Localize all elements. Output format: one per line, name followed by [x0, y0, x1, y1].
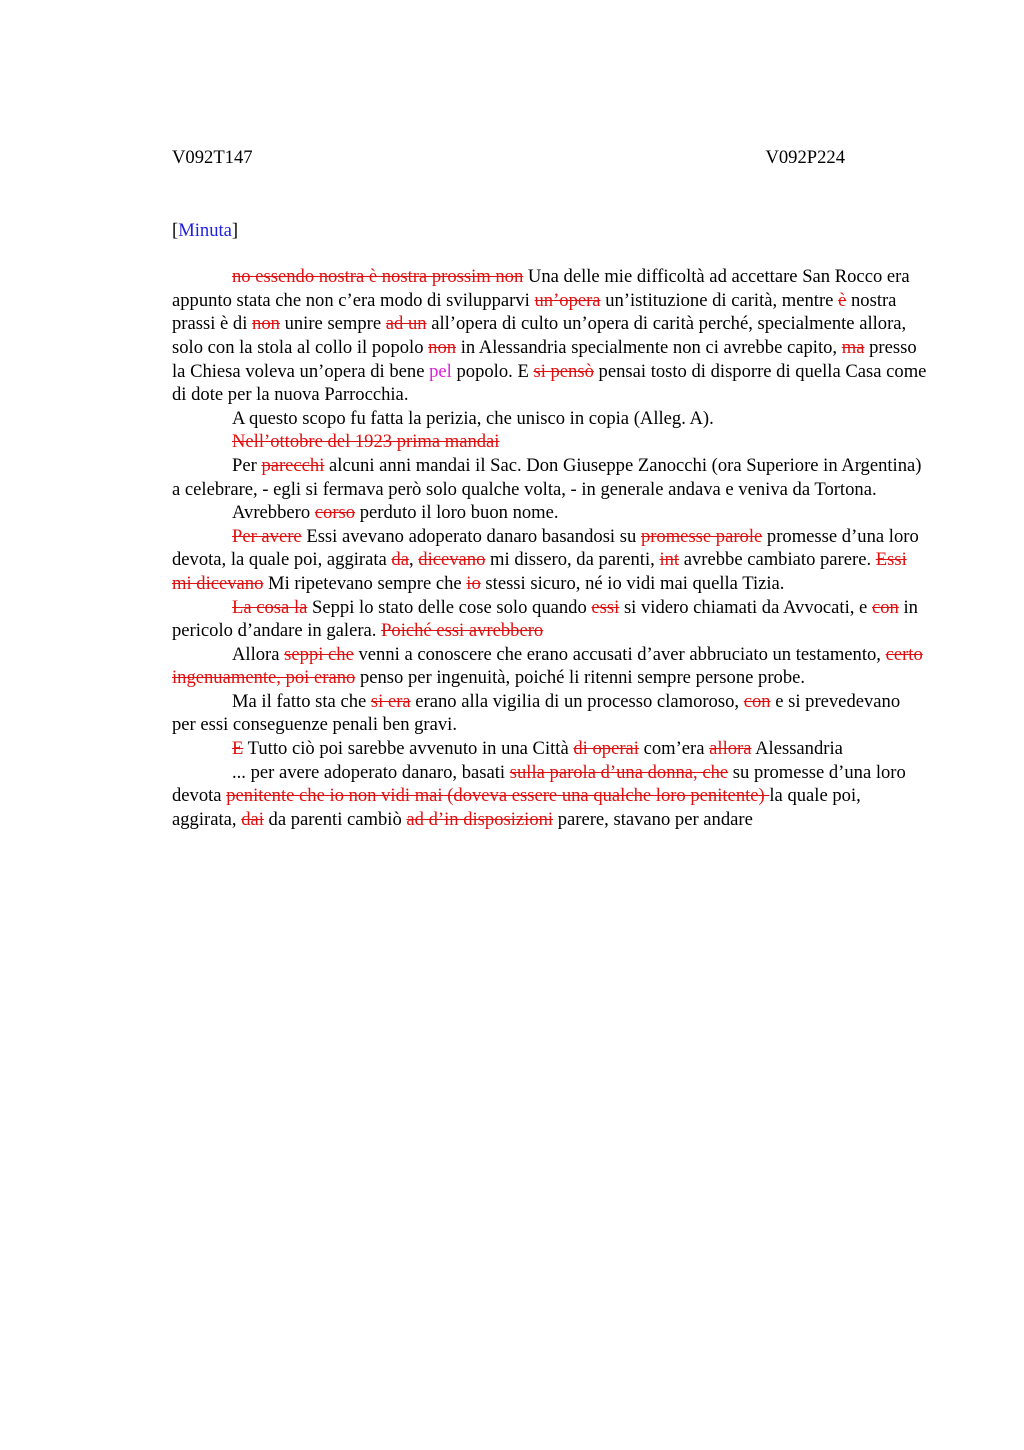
- text-segment: parere, stavano per andare: [553, 808, 753, 830]
- text-segment: Essi avevano adoperato danaro basandosi su: [301, 525, 641, 547]
- text-segment: mi dissero, da parenti,: [485, 549, 660, 571]
- deleted-text: seppi che: [284, 643, 354, 665]
- deleted-text: con: [871, 596, 899, 618]
- text-segment: in Alessandria specialmente non ci avrebbe capito,: [456, 336, 842, 358]
- text-segment: in pericolo d’andare in galera.: [172, 596, 918, 642]
- text-segment: promesse d’una loro devota, la quale poi, aggirata: [172, 525, 919, 571]
- deleted-text: io: [466, 572, 481, 594]
- deleted-text: certo ingenuamente, poi erano: [172, 643, 923, 689]
- text-segment: popolo. E: [451, 360, 534, 382]
- deleted-text: si pensò: [533, 360, 594, 382]
- deleted-text: ad un: [385, 313, 427, 335]
- deleted-text: un’opera: [534, 289, 601, 311]
- section-label-text: Minuta: [178, 219, 232, 241]
- paragraph: [172, 761, 928, 832]
- paragraph: [172, 501, 928, 525]
- text-segment: ... per avere adoperato danaro, basati: [232, 761, 510, 783]
- text-segment: da parenti cambiò: [263, 808, 407, 830]
- text-segment: Seppi lo stato delle cose solo quando: [307, 596, 592, 618]
- document-code-right: V092P224: [765, 147, 845, 168]
- text-segment: avrebbe cambiato parere.: [679, 549, 876, 571]
- text-segment: penso per ingenuità, poiché li ritenni sempre persone probe.: [355, 667, 806, 689]
- text-segment: A questo scopo fu fatta la perizia, che unisco in copia (Alleg. A).: [232, 407, 714, 429]
- deleted-text: no essendo nostra è nostra prossim non: [232, 266, 524, 288]
- text-segment: erano alla vigilia di un processo clamoroso,: [410, 690, 744, 712]
- deleted-text: dicevano: [418, 549, 486, 571]
- deleted-text: è: [838, 289, 847, 311]
- text-segment: si videro chiamati da Avvocati, e: [619, 596, 872, 618]
- text-segment: Per: [232, 454, 262, 476]
- deleted-text: Per avere: [232, 525, 302, 547]
- paragraph: [172, 265, 928, 407]
- deleted-text: corso: [314, 502, 356, 524]
- deleted-text: essi: [591, 596, 620, 618]
- document-code-left: V092T147: [172, 147, 253, 168]
- document-page: [172, 146, 928, 831]
- text-segment: Una delle mie difficoltà ad accettare San Rocco era appunto stata che non c’era modo di svilupparvi: [172, 266, 910, 311]
- deleted-text: penitente che io non vidi mai (doveva essere una qualche loro penitente): [226, 785, 770, 807]
- text-segment: nostra prassi è di: [172, 289, 897, 335]
- text-segment: la quale poi, aggirata,: [172, 785, 861, 830]
- deleted-text: di operai: [573, 738, 639, 760]
- text-segment: un’istituzione di carità, mentre: [600, 289, 839, 311]
- deleted-text: parecchi: [261, 454, 325, 476]
- paragraph: [172, 690, 928, 737]
- paragraph: [172, 643, 928, 690]
- text-segment: Avrebbero: [232, 502, 315, 524]
- deleted-text: La cosa la: [232, 596, 308, 618]
- deleted-text: dai: [241, 808, 264, 830]
- deleted-text: ma: [841, 336, 865, 358]
- deleted-text: Poiché essi avrebbero: [381, 620, 544, 642]
- text-segment: pensai tosto di disporre di quella Casa come di dote per la nuova Parrocchia.: [172, 360, 927, 406]
- deleted-text: con: [743, 690, 771, 712]
- deleted-text: si era: [370, 690, 411, 712]
- text-segment: perduto il loro buon nome.: [355, 502, 559, 524]
- paragraph: [172, 525, 928, 596]
- section-label: [Minuta]: [172, 219, 239, 241]
- deleted-text: Essi mi dicevano: [172, 549, 907, 594]
- text-segment: e si prevedevano per essi conseguenze penali ben gravi.: [172, 690, 901, 736]
- page-header: [172, 146, 845, 170]
- paragraph: [172, 596, 928, 643]
- deleted-text: int: [659, 549, 680, 571]
- text-segment: Mi ripetevano sempre che: [263, 572, 467, 594]
- text-segment: presso la Chiesa voleva un’opera di bene: [172, 336, 917, 382]
- text-segment: su promesse d’una loro devota: [172, 761, 906, 807]
- text-segment: Tutto ciò poi sarebbe avvenuto in una Città: [243, 738, 574, 760]
- text-segment: stessi sicuro, né io vidi mai quella Tizia.: [480, 572, 785, 594]
- deleted-text: allora: [709, 738, 752, 760]
- highlighted-text: pel: [429, 360, 452, 382]
- text-segment: com’era: [638, 738, 710, 760]
- paragraph: [172, 737, 928, 761]
- paragraph: [172, 407, 928, 431]
- deleted-text: sulla parola d’una donna, che: [509, 761, 729, 783]
- deleted-text: promesse parole: [640, 525, 763, 547]
- text-segment: ,: [408, 549, 419, 571]
- deleted-text: non: [252, 313, 280, 335]
- text-segment: Ma il fatto sta che: [232, 690, 371, 712]
- text-segment: venni a conoscere che erano accusati d’aver abbruciato un testamento,: [353, 643, 886, 665]
- text-segment: unire sempre: [279, 313, 386, 335]
- paragraph: [172, 430, 928, 454]
- deleted-text: da: [391, 549, 409, 571]
- text-segment: all’opera di culto un’opera di carità perché, specialmente allora, solo con la stola al collo il popolo: [172, 313, 907, 358]
- document-body: [172, 265, 928, 831]
- deleted-text: Nell’ottobre del 1923 prima mandai: [232, 431, 500, 453]
- paragraph: [172, 454, 928, 501]
- text-segment: Alessandria: [751, 738, 843, 760]
- deleted-text: non: [428, 336, 457, 358]
- deleted-text: ad d’in disposizioni: [406, 808, 554, 830]
- deleted-text: E: [232, 738, 244, 760]
- text-segment: Allora: [232, 643, 285, 665]
- text-segment: alcuni anni mandai il Sac. Don Giuseppe Zanocchi (ora Superiore in Argentina) a celebrare, - egli si fermava però solo qualche volta, - in generale andava e veniva da Tortona.: [172, 454, 922, 500]
